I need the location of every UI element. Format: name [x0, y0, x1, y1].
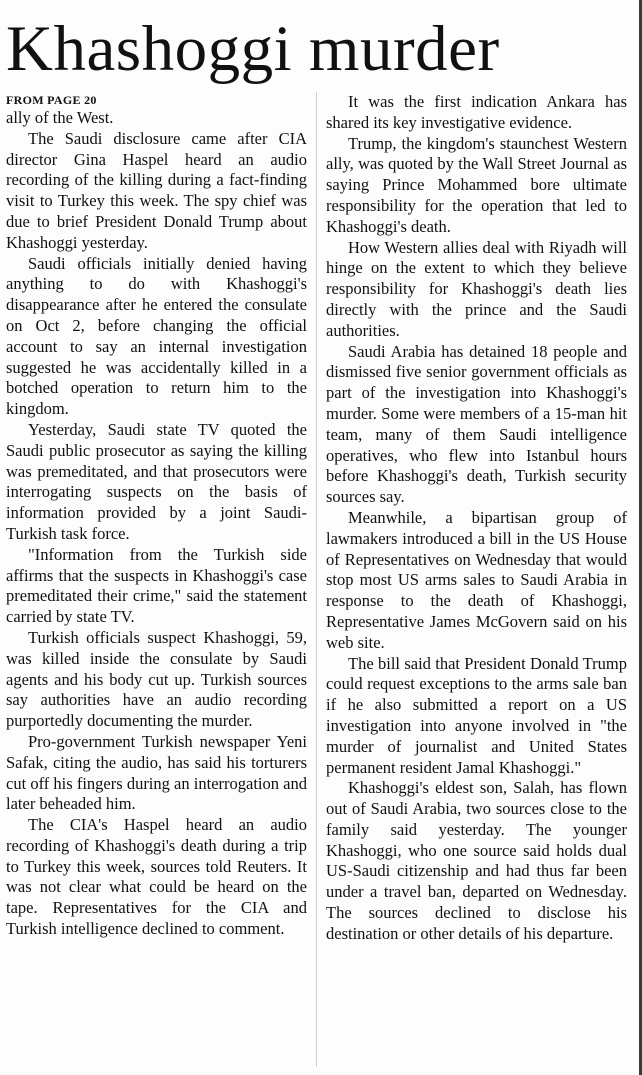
paragraph: How Western allies deal with Riyadh will hinge on the extent to which they believe responsibility for Khashoggi's death lies directly with the prince and the Saudi authorities. [326, 237, 627, 340]
paragraph: "Information from the Turkish side affirms that the suspects in Khashoggi's case premeditated their crime," said the statement carried by state TV. [6, 544, 307, 627]
paragraph: Yesterday, Saudi state TV quoted the Saudi public prosecutor as saying the killing was premeditated, and that prosecutors were interrogating suspects on the basis of information provided by a joint Saudi-Turkish task force. [6, 419, 307, 543]
paragraph: Saudi Arabia has detained 18 people and dismissed five senior government officials as part of the investigation into Khashoggi's murder. Some were members of a 15-man hit team, many of them Saudi intelligence operatives, who flew into Istanbul hours before Khashoggi's death, Turkish security sources say. [326, 341, 627, 507]
headline: Khashoggi murder [6, 13, 500, 85]
jump-label: FROM PAGE 20 [6, 93, 97, 107]
paragraph: The Saudi disclosure came after CIA director Gina Haspel heard an audio recording of the killing during a fact-finding visit to Turkey this week. The spy chief was due to brief President Donald Trump about Khashoggi yesterday. [6, 128, 307, 252]
paragraph: The CIA's Haspel heard an audio recording of Khashoggi's death during a trip to Turkey this week, sources told Reuters. It was not clear what could be heard on the tape. Representatives for the CIA and Turkish intelligence declined to comment. [6, 815, 307, 939]
left-column [6, 92, 307, 940]
paragraph: The bill said that President Donald Trump could request exceptions to the arms sale ban if he also submitted a report on a US investigation into anyone involved in "the murder of journalist and United States permanent resident Jamal Khashoggi." [326, 653, 627, 777]
paragraph: Saudi officials initially denied having anything to do with Khashoggi's disappearance after he entered the consulate on Oct 2, before changing the official account to say an internal investigation suggested he was accidentally killed in a botched operation to return him to the kingdom. [6, 253, 307, 419]
paragraph: Trump, the kingdom's staunchest Western ally, was quoted by the Wall Street Journal as saying Prince Mohammed bore ultimate responsibility for the operation that led to Khashoggi's death. [326, 133, 627, 236]
right-column [326, 92, 627, 945]
column-divider [316, 92, 317, 1067]
paragraph: Khashoggi's eldest son, Salah, has flown out of Saudi Arabia, two sources close to the family said yesterday. The younger Khashoggi, who one source said holds dual US-Saudi citizenship and had thus far been under a travel ban, departed on Wednesday. The sources declined to disclose his destination or other details of his departure. [326, 778, 627, 943]
paragraph: Meanwhile, a bipartisan group of lawmakers introduced a bill in the US House of Representatives on Wednesday that would stop most US arms sales to Saudi Arabia in response to the death of Khashoggi, Representative James McGovern said on his web site. [326, 507, 627, 652]
paragraph: ally of the West. [6, 108, 114, 127]
paragraph: It was the first indication Ankara has shared its key investigative evidence. [326, 92, 627, 132]
paragraph: Pro-government Turkish newspaper Yeni Safak, citing the audio, has said his torturers cut off his fingers during an interrogation and later beheaded him. [6, 731, 307, 814]
paragraph: Turkish officials suspect Khashoggi, 59, was killed inside the consulate by Saudi agents and his body cut up. Turkish sources say authorities have an audio recording purportedly documenting the murder. [6, 627, 307, 731]
